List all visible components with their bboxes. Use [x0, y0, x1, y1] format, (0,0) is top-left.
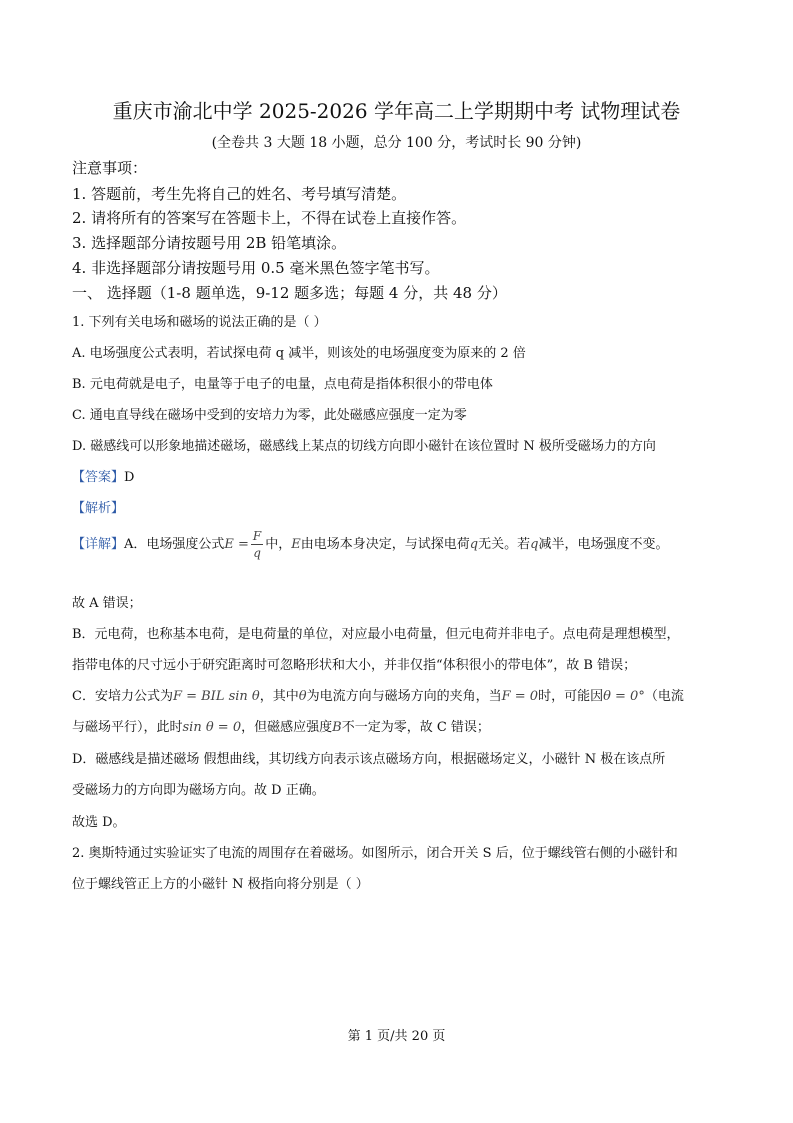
- detail-text: 减半，电场强度不变。: [538, 537, 669, 552]
- page-footer: 第 1 页/共 20 页: [347, 1029, 446, 1044]
- exam-title: 重庆市渝北中学 2025-2026 学年高二上学期期中考 试物理试卷: [112, 99, 681, 123]
- detail-a: [72, 528, 668, 561]
- math-symbol: θ: [298, 689, 307, 704]
- answer-line: [72, 466, 134, 485]
- detail-text: 与磁场平行），此时: [72, 720, 183, 735]
- detail-text: ，其中: [259, 689, 299, 704]
- detail-text: 为电流方向与磁场方向的夹角，当: [306, 689, 502, 704]
- question-stem: 1. 下列有关电场和磁场的说法正确的是（ ）: [72, 315, 327, 330]
- math-formula: F = BIL sin θ: [172, 689, 260, 704]
- exam-subtitle: (全卷共 3 大题 18 小题，总分 100 分，考试时长 90 分钟): [211, 135, 582, 151]
- detail-b-line1: B．元电荷，也称基本电荷，是电荷量的单位，对应最小电荷量，但元电荷并非电子。点电荷是理想模型，: [72, 627, 680, 642]
- detail-text: 不一定为零，故 C 错误；: [341, 720, 490, 735]
- notice-item: 1. 答题前，考生先将自己的姓名、考号填写清楚。: [72, 185, 407, 203]
- detail-text: 由电场本身决定，与试探电荷: [300, 537, 470, 552]
- detail-d-line2: 受磁场力的方向即为磁场方向。故 D 正确。: [72, 783, 325, 798]
- detail-d-line1: D．磁感线是描述磁场 假想曲线，其切线方向表示该点磁场方向，根据磁场定义，小磁针 N 极在该点所: [72, 752, 666, 767]
- detail-text: （电流: [644, 689, 684, 704]
- notice-item: 2. 请将所有的答案写在答题卡上，不得在试卷上直接作答。: [72, 209, 467, 227]
- notice-item: 4. 非选择题部分请按题号用 0.5 毫米黑色签字笔书写。: [72, 259, 440, 277]
- section-heading: 一、 选择题（1-8 题单选，9-12 题多选；每题 4 分，共 48 分）: [72, 284, 507, 302]
- math-symbol: q: [530, 537, 539, 552]
- option-c: C. 通电直导线在磁场中受到的安培力为零，此处磁感应强度一定为零: [72, 408, 467, 423]
- detail-text: C．安培力公式为: [72, 689, 173, 704]
- fraction: [251, 528, 263, 561]
- conclusion: 故选 D。: [72, 815, 126, 830]
- option-a: A. 电场强度公式表明，若试探电荷 q 减半，则该处的电场强度变为原来的 2 倍: [72, 346, 526, 361]
- detail-tag: 【详解】: [72, 537, 125, 552]
- detail-text: 无关。若: [478, 537, 531, 552]
- detail-text: 中，: [265, 537, 292, 552]
- math-formula: θ = 0°: [603, 689, 645, 704]
- formula-lhs: E =: [224, 537, 249, 552]
- math-symbol: B: [332, 720, 342, 735]
- math-formula: F = 0: [501, 689, 539, 704]
- fraction-denominator: q: [253, 546, 261, 560]
- detail-text: A．电场强度公式: [124, 537, 225, 552]
- answer-value: D: [124, 470, 135, 485]
- answer-tag: 【答案】: [72, 470, 125, 485]
- option-d: D. 磁感线可以形象地描述磁场，磁感线上某点的切线方向即小磁针在该位置时 N 极所受磁场力的方向: [72, 439, 656, 454]
- detail-b-line2: 指带电体的尺寸远小于研究距离时可忽略形状和大小，并非仅指“体积很小的带电体”，故 B 错误；: [72, 658, 637, 673]
- notice-heading: 注意事项：: [72, 159, 148, 177]
- fraction-numerator: F: [252, 529, 262, 543]
- q2-line2: 位于螺线管正上方的小磁针 N 极指向将分别是（ ）: [72, 877, 369, 892]
- detail-c-line1: [72, 685, 684, 704]
- notice-item: 3. 选择题部分请按题号用 2B 铅笔填涂。: [72, 234, 347, 252]
- detail-text: 时，可能因: [538, 689, 604, 704]
- analysis-tag: 【解析】: [72, 501, 125, 516]
- detail-text: ，但磁感应强度: [241, 720, 333, 735]
- detail-a-end: 故 A 错误；: [72, 596, 142, 611]
- math-symbol: E: [291, 537, 301, 552]
- option-b: B. 元电荷就是电子，电量等于电子的电量，点电荷是指体积很小的带电体: [72, 377, 493, 392]
- math-formula: sin θ = 0: [182, 720, 242, 735]
- q2-line1: 2. 奥斯特通过实验证实了电流的周围存在着磁场。如图所示，闭合开关 S 后，位于螺线管右侧的小磁针和: [72, 846, 678, 861]
- detail-c-line2: [72, 716, 490, 735]
- math-symbol: q: [469, 537, 479, 552]
